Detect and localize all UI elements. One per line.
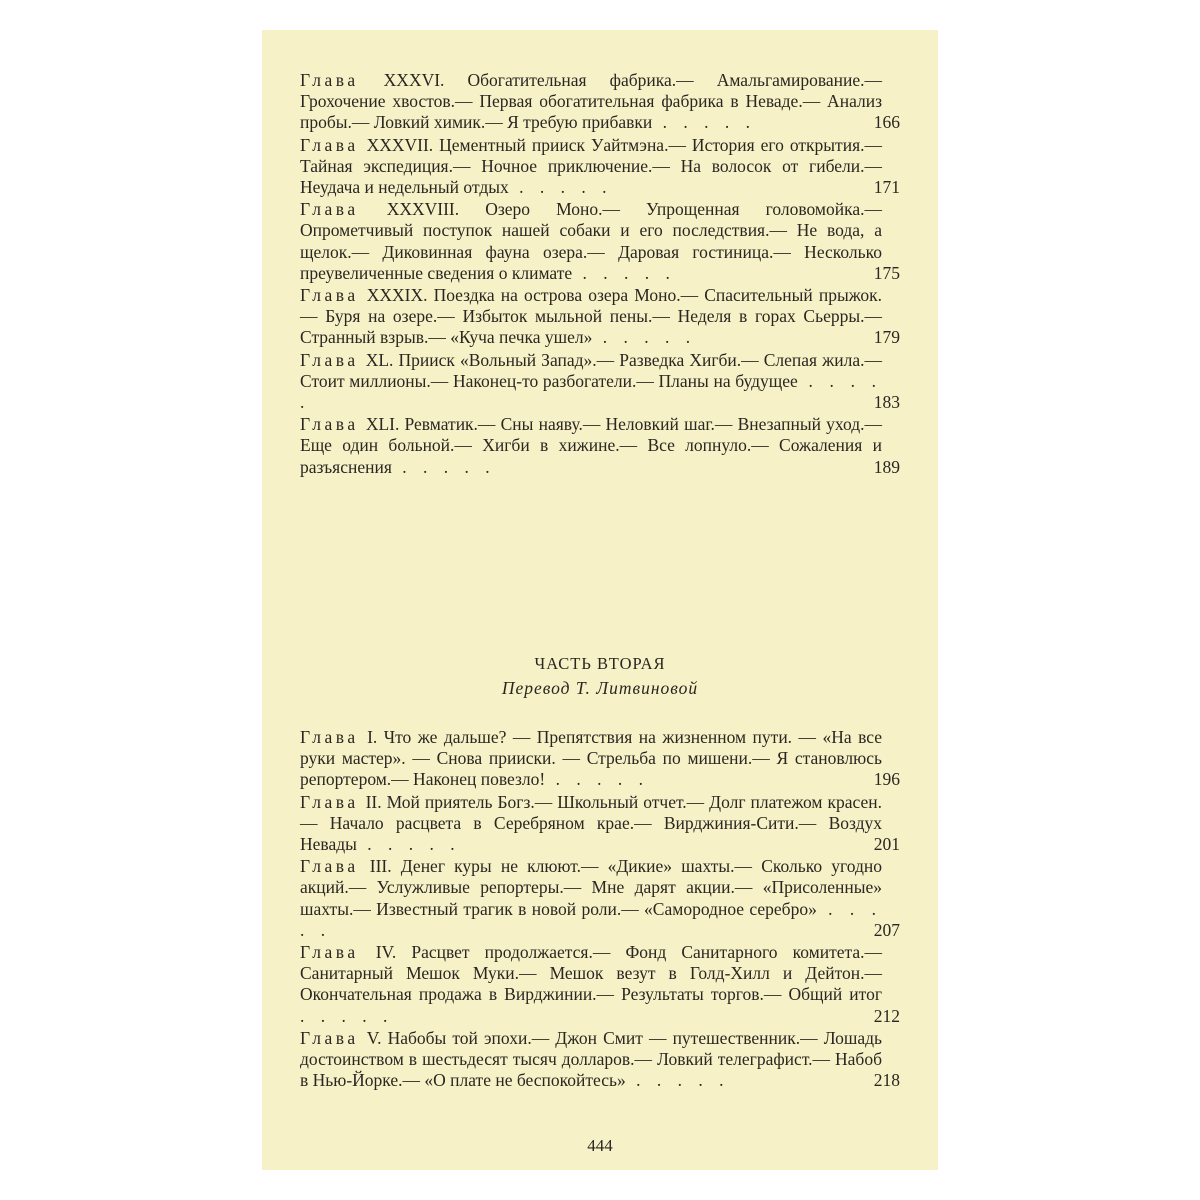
toc-part-two — [300, 727, 900, 1092]
dot-leader: . . . . . — [545, 769, 649, 790]
chapter-lead: Глава — [300, 414, 359, 435]
chapter-page: 201 — [873, 834, 900, 855]
chapter-title: XL. Прииск «Вольный Запад».— Разведка Хигби.— Слепая жила.— Стоит миллионы.— Наконец-то разбогатели.— Планы на будущее — [300, 349, 883, 391]
chapter-title: XXXVIII. Озеро Моно.— Упрощенная головомойка.— Опрометчивый поступок нашей собаки и его последствия.— Не вода, а щелок.— Диковинная фауна озера.— Даровая гостиница.— Несколько преувеличенные сведения о климате — [300, 199, 883, 283]
toc-entry — [300, 350, 900, 414]
toc-entry — [300, 135, 900, 199]
dot-leader: . . . . . — [652, 112, 757, 133]
toc-entry — [300, 199, 900, 284]
chapter-title: XXXVI. Обогатительная фабрика.— Амальгамирование.— Грохочение хвостов.— Первая обогатительная фабрика в Неваде.— Анализ пробы.— Ловкий химик.— Я требую прибавки — [300, 70, 882, 133]
chapter-lead: Глава — [300, 285, 359, 306]
dot-leader: . . . . . — [625, 1070, 730, 1091]
chapter-title: XXXVII. Цементный прииск Уайтмэна.— История его открытия.— Тайная экспедиция.— Ночное приключение.— На волосок от гибели.— Неудача и недельный отдых — [300, 134, 882, 198]
chapter-lead: Глава — [300, 942, 359, 963]
chapter-page: 196 — [873, 769, 900, 790]
page-number: 444 — [587, 1136, 613, 1155]
chapter-lead: Глава — [300, 199, 359, 220]
chapter-lead: Глава — [300, 791, 359, 812]
chapter-title: V. Набобы той эпохи.— Джон Смит — путешественник.— Лошадь достоинством в шестьдесят тысяч долларов.— Ловкий телеграфист.— Набоб в Нью-Йорке.— «О плате не беспокойтесь» — [300, 1027, 883, 1091]
chapter-title: IV. Расцвет продолжается.— Фонд Санитарного комитета.— Санитарный Мешок Муки.— Мешок везут в Голд-Хилл и Дейтон.— Окончательная продажа в Вирджинии.— Результаты торгов.— Общий итог — [300, 942, 882, 1005]
chapter-lead: Глава — [300, 349, 359, 370]
toc-entry — [300, 70, 900, 134]
chapter-page: 212 — [873, 1005, 900, 1026]
chapter-lead: Глава — [300, 856, 359, 877]
chapter-page: 207 — [873, 919, 900, 940]
dot-leader: . . . . . — [592, 327, 697, 348]
toc-entry — [300, 414, 900, 478]
chapter-page: 179 — [873, 327, 900, 348]
chapter-title: II. Мой приятель Богз.— Школьный отчет.— Долг платежом красен.— Начало расцвета в Серебряном крае.— Вирджиния-Сити.— Воздух Невады — [300, 791, 882, 855]
chapter-page: 218 — [873, 1070, 900, 1091]
chapter-page: 175 — [873, 262, 900, 283]
toc-entry — [300, 285, 900, 349]
dot-leader: . . . . . — [356, 834, 461, 855]
toc-entry — [300, 942, 900, 1027]
toc-entry — [300, 856, 900, 941]
chapter-lead: Глава — [300, 134, 359, 155]
chapter-title: XXXIX. Поездка на острова озера Моно.— Спасительный прыжок.— Буря на озере.— Избыток мыльной пены.— Неделя в горах Сьерры.— Странный взрыв.— «Куча печка ушел» — [300, 285, 882, 348]
chapter-page: 166 — [873, 112, 900, 133]
dot-leader: . . . . . — [508, 177, 613, 198]
chapter-page: 183 — [873, 392, 900, 413]
part-two-translator: Перевод Т. Литвиновой — [501, 678, 699, 698]
chapter-page: 189 — [873, 456, 900, 477]
chapter-lead: Глава — [300, 70, 359, 90]
chapter-page: 171 — [873, 177, 900, 198]
chapter-lead: Глава — [300, 1027, 359, 1048]
dot-leader: . . . . . — [300, 1005, 394, 1026]
chapter-title: XLI. Ревматик.— Сны наяву.— Неловкий шаг.— Внезапный уход.— Еще один больной.— Хигби в хижине.— Все лопнуло.— Сожаления и разъяснения — [300, 414, 883, 477]
toc-entry — [300, 792, 900, 856]
dot-leader: . . . . . — [300, 370, 883, 413]
dot-leader: . . . . . — [572, 262, 676, 283]
toc-entry — [300, 727, 900, 791]
toc-entry — [300, 1028, 900, 1092]
toc-part-one — [300, 70, 900, 479]
chapter-lead: Глава — [300, 727, 359, 747]
dot-leader: . . . . . — [391, 456, 496, 477]
part-two-heading: ЧАСТЬ ВТОРАЯ — [534, 654, 666, 673]
book-page — [262, 30, 938, 1170]
dot-leader: . . . . . — [300, 898, 882, 940]
chapter-title: I. Что же дальше? — Препятствия на жизненном пути. — «На все руки мастер». — Снова прииски. — Стрельба по мишени.— Я становлюсь репортером.— Наконец повезло! — [300, 727, 883, 790]
chapter-title: III. Денег куры не клюют.— «Дикие» шахты.— Сколько угодно акций.— Услужливые репортеры.— Мне дарят акции.— «Присоленные» шахты.— Известный трагик в новой роли.— «Самородное серебро» — [300, 856, 882, 919]
